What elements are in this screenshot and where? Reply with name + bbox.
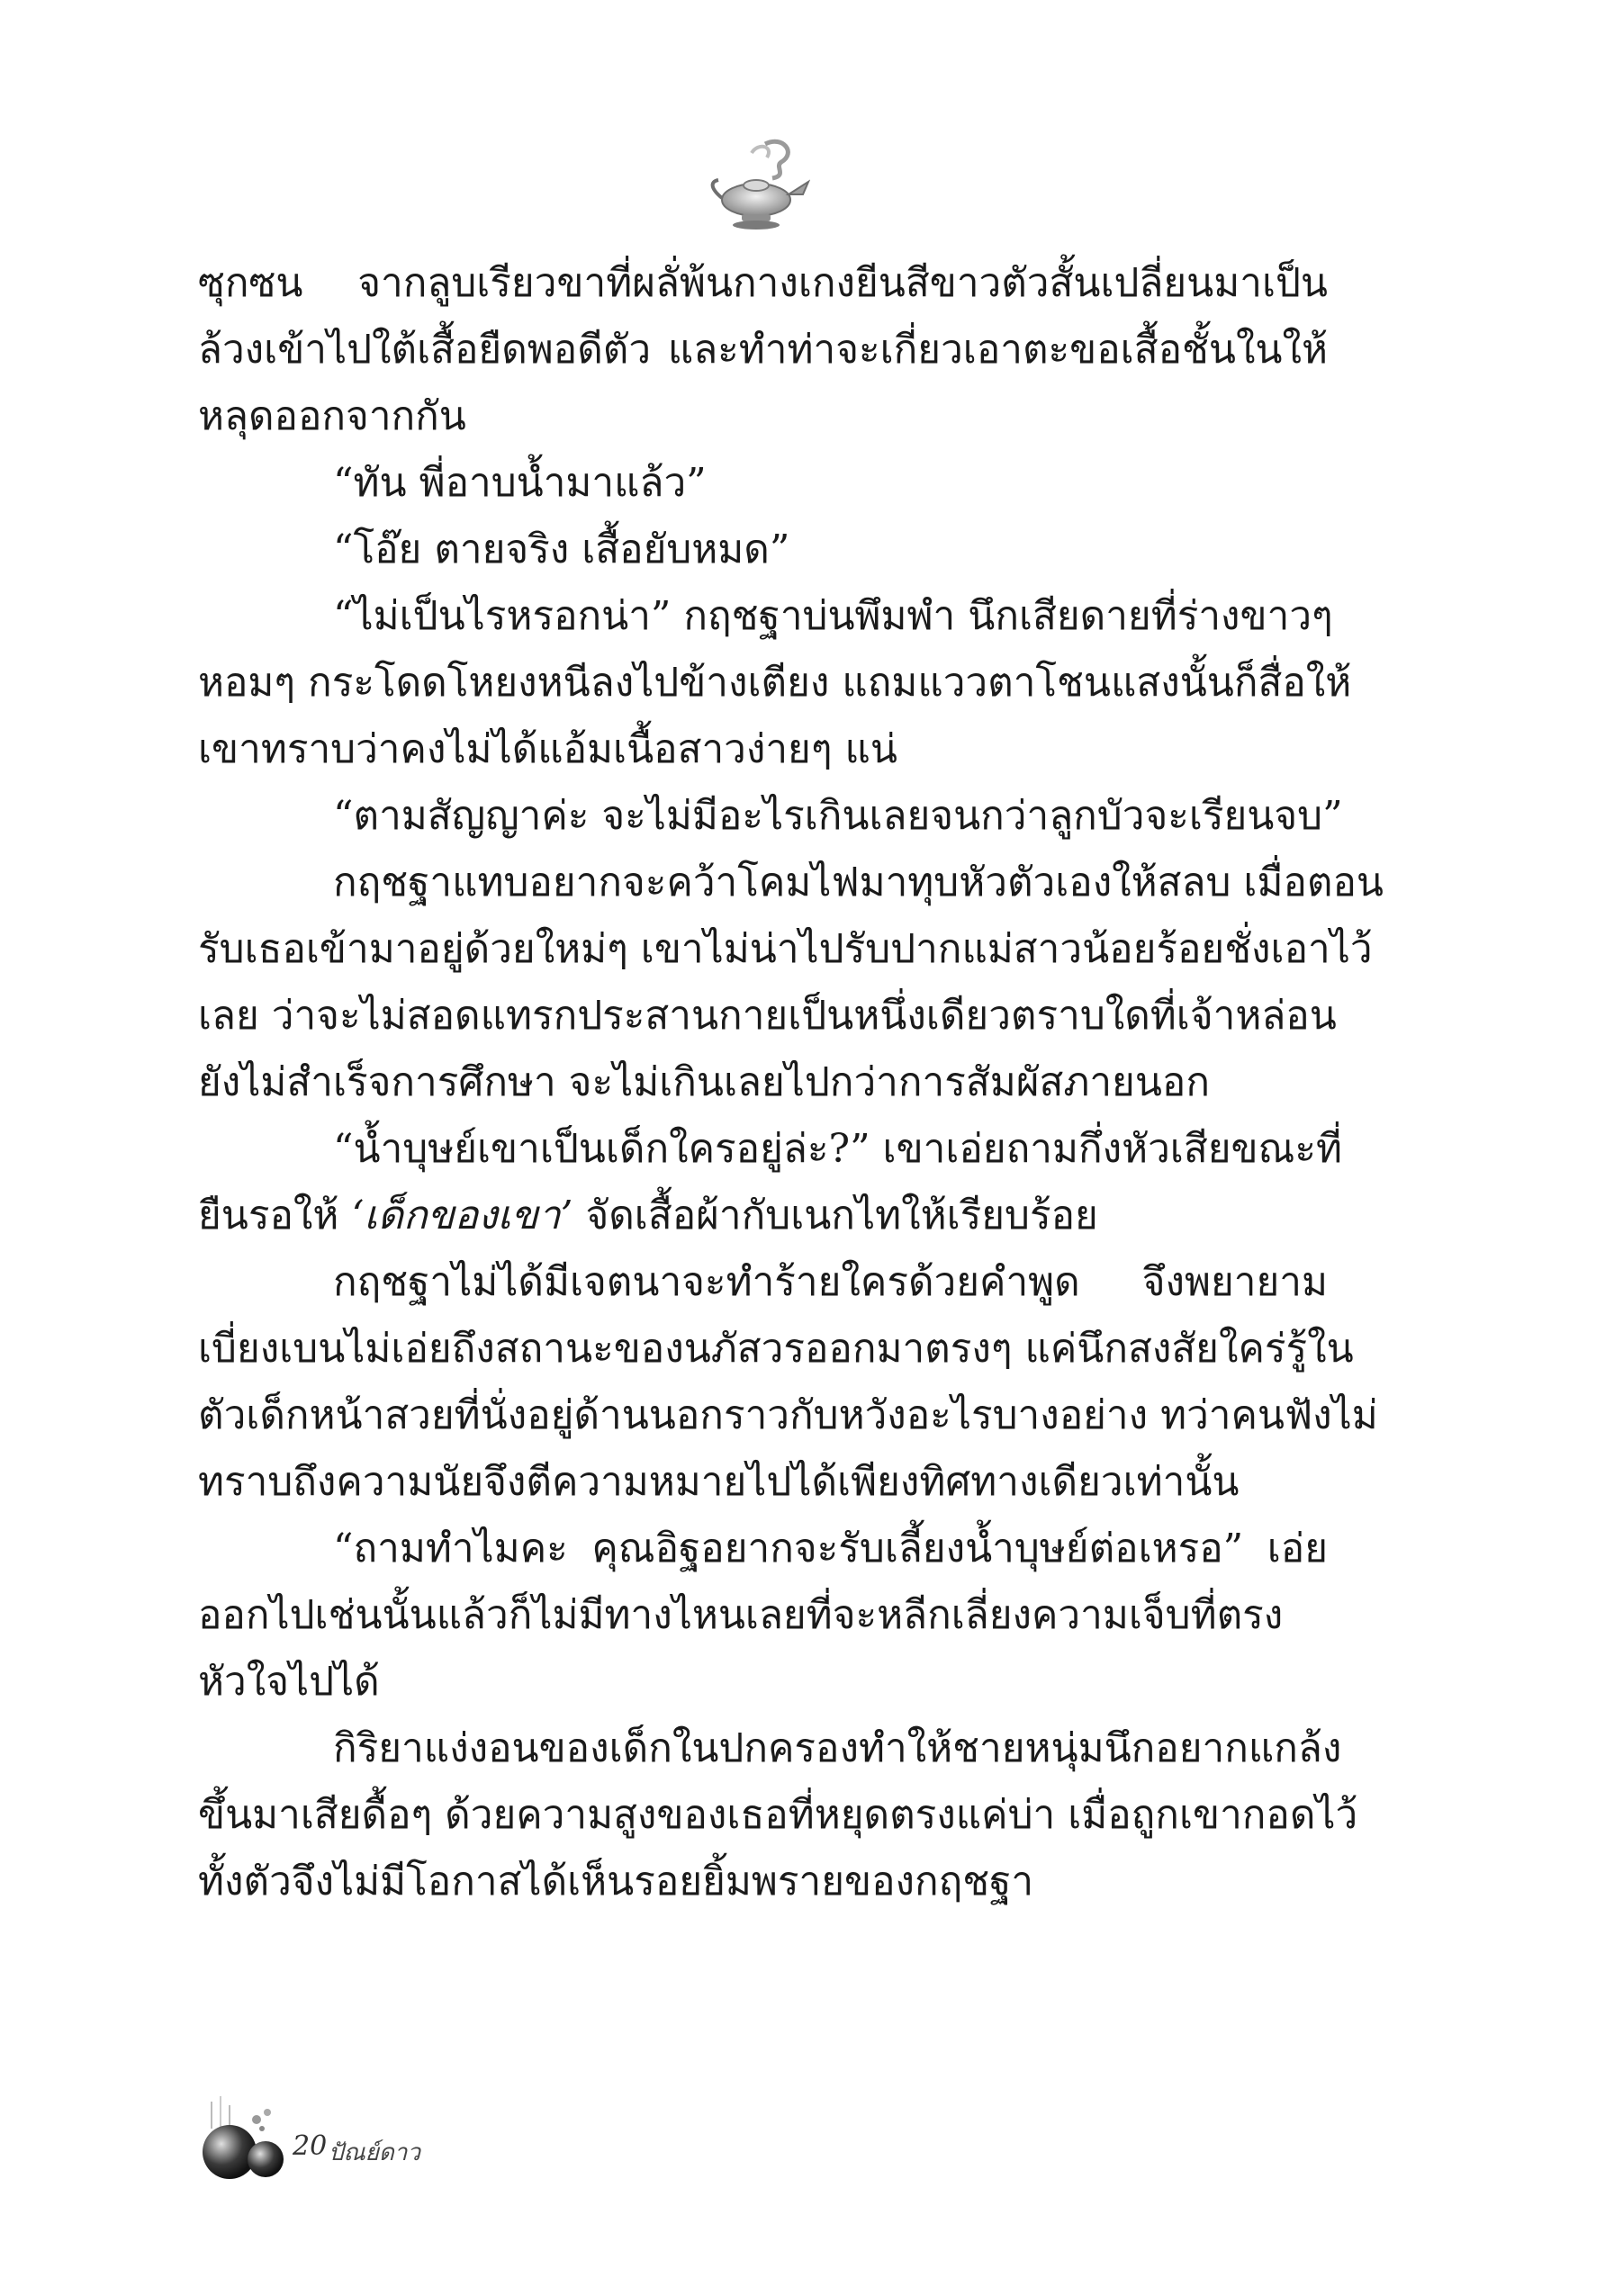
text-line: กฤชฐาแทบอยากจะคว้าโคมไฟมาทุบหัวตัวเองให้สลบ เมื่อตอน xyxy=(333,860,1384,905)
text-line: รับเธอเข้ามาอยู่ด้วยใหม่ๆ เขาไม่น่าไปรับปากแม่สาวน้อยร้อยชั่งเอาไว้ xyxy=(198,926,1373,972)
text-line: ขึ้นมาเสียดื้อๆ ด้วยความสูงของเธอที่หยุดตรงแค่บ่า เมื่อถูกเขากอดไว้ xyxy=(198,1792,1358,1838)
text-line: “ตามสัญญาค่ะ จะไม่มีอะไรเกินเลยจนกว่าลูกบัวจะเรียนจบ” xyxy=(333,793,1343,839)
text-line: ทราบถึงความนัยจึงตีความหมายไปได้เพียงทิศทางเดียวเท่านั้น xyxy=(198,1459,1240,1505)
text-line: “โอ๊ย ตายจริง เสื้อยับหมด” xyxy=(333,527,790,572)
decorative-orbs-icon xyxy=(194,2093,293,2183)
page-number: 20 xyxy=(293,2130,328,2162)
text-line: ออกไปเช่นนั้นแล้วก็ไม่มีทางไหนเลยที่จะหลีกเลี่ยงความเจ็บที่ตรง xyxy=(198,1592,1284,1638)
text-line: ซุกซน จากลูบเรียวขาที่ผลั่พ้นกางเกงยีนสีขาวตัวสั้นเปลี่ยนมาเป็น xyxy=(198,260,1328,306)
text-line: หลุดออกจากกัน xyxy=(198,393,466,439)
text-line: หอมๆ กระโดดโหยงหนีลงไปข้างเตียง แถมแววตาโชนแสงนั้นก็สื่อให้ xyxy=(198,660,1352,706)
text-line: ตัวเด็กหน้าสวยที่นั่งอยู่ด้านนอกราวกับหวังอะไรบางอย่าง ทว่าคนฟังไม่ xyxy=(198,1392,1378,1438)
text-line: ยังไม่สำเร็จการศึกษา จะไม่เกินเลยไปกว่าการสัมผัสภายนอก xyxy=(198,1059,1210,1105)
text-line: เบี่ยงเบนไม่เอ่ยถึงสถานะของนภัสวรออกมาตรงๆ แค่นึกสงสัยใคร่รู้ใน xyxy=(198,1326,1354,1372)
text-line-prefix: ยืนรอให้ xyxy=(198,1193,352,1238)
text-line: เลย ว่าจะไม่สอดแทรกประสานกายเป็นหนึ่งเดียวตราบใดที่เจ้าหล่อน xyxy=(198,993,1337,1039)
text-line xyxy=(198,1183,1328,1249)
book-title: ปัณย์ดาว xyxy=(329,2139,420,2166)
text-line: หัวใจไปได้ xyxy=(198,1659,380,1705)
text-line: “ถามทำไมคะ คุณอิฐอยากจะรับเลี้ยงน้ำบุษย์ต่อเหรอ” เอ่ย xyxy=(333,1526,1328,1571)
text-line: “ไม่เป็นไรหรอกน่า” กฤชฐาบ่นพึมพำ นึกเสียดายที่ร่างขาวๆ xyxy=(333,593,1333,639)
text-line-rest: จัดเสื้อผ้ากับเนกไทให้เรียบร้อย xyxy=(585,1193,1098,1238)
body-text xyxy=(198,250,1384,1915)
text-line: “น้ำบุษย์เขาเป็นเด็กใครอยู่ล่ะ?” เขาเอ่ยถามกึ่งหัวเสียขณะที่ xyxy=(333,1126,1343,1172)
page-footer xyxy=(194,2093,554,2183)
text-line: กิริยาแง่งอนของเด็กในปกครองทำให้ชายหนุ่มนึกอยากแกล้ง xyxy=(333,1725,1342,1771)
text-line: กฤชฐาไม่ได้มีเจตนาจะทำร้ายใครด้วยคำพูด จึงพยายาม xyxy=(333,1259,1328,1305)
emphasis-text: ‘เด็กของเขา’ xyxy=(351,1193,573,1238)
text-line: เขาทราบว่าคงไม่ได้แอ้มเนื้อสาวง่ายๆ แน่ xyxy=(198,726,897,772)
magic-lamp-icon xyxy=(702,135,810,234)
text-line: ล้วงเข้าไปใต้เสื้อยืดพอดีตัว และทำท่าจะเกี่ยวเอาตะขอเสื้อชั้นในให้ xyxy=(198,327,1328,373)
text-line: ทั้งตัวจึงไม่มีโอกาสได้เห็นรอยยิ้มพรายของกฤชฐา xyxy=(198,1859,1034,1904)
text-line: “ทัน พี่อาบน้ำมาแล้ว” xyxy=(333,460,707,506)
